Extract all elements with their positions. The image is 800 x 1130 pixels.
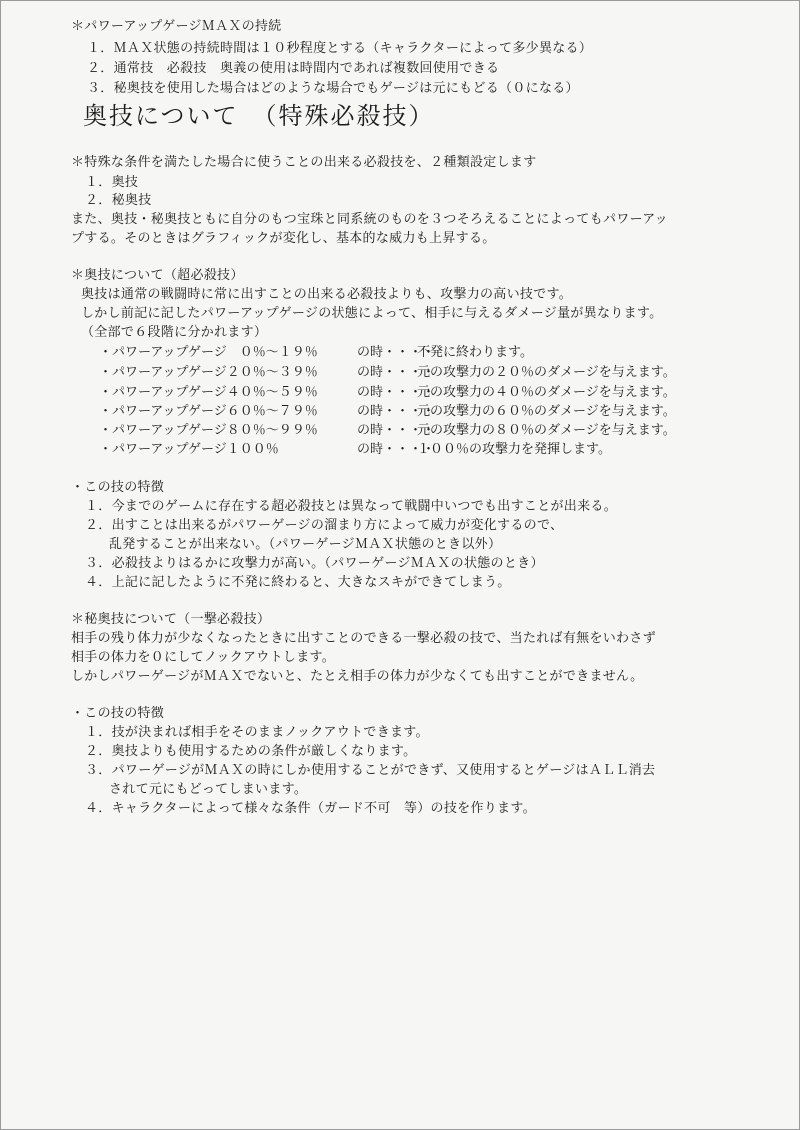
gauge-range: ・パワーアップゲージ４０％～５９％ — [99, 385, 318, 400]
paragraph-line: 相手の体力を０にしてノックアウトします。 — [71, 650, 336, 665]
when-label: の時・・・・ — [357, 345, 436, 360]
list-item: ２．通常技 必殺技 奥義の使用は時間内であれば複数回使用できる — [87, 61, 500, 76]
section-heading-features: ・この技の特徴 — [71, 480, 165, 495]
when-label: の時・・・・ — [357, 385, 436, 400]
list-item: ２．秘奥技 — [85, 193, 152, 208]
list-item: ２．出すことは出来るがパワーゲージの溜まり方によって威力が変化するので、 — [85, 518, 564, 533]
when-label: の時・・・・ — [357, 365, 436, 380]
paragraph-line: また、奥技・秘奥技ともに自分のもつ宝珠と同系統のものを３つそろえることによってもパワーアッ — [71, 212, 668, 227]
when-label: の時・・・・ — [357, 442, 436, 457]
when-label: の時・・・・ — [357, 404, 436, 419]
gauge-range: ・パワーアップゲージ８０％～９９％ — [99, 423, 318, 438]
effect-text: 元の攻撃力の６０％のダメージを与えます。 — [417, 404, 676, 419]
list-item: ３．必殺技よりはるかに攻撃力が高い。（パワーゲージＭＡＸの状態のとき） — [85, 556, 544, 571]
list-item-continuation: 乱発することが出来ない。（パワーゲージＭＡＸ状態のとき以外） — [109, 537, 502, 552]
gauge-range: ・パワーアップゲージ６０％～７９％ — [99, 404, 318, 419]
section-heading-max: ＊パワーアップゲージＭＡＸの持続 — [71, 19, 282, 34]
effect-text: 元の攻撃力の８０％のダメージを与えます。 — [417, 423, 676, 438]
section-heading-intro: ＊特殊な条件を満たした場合に使うことの出来る必殺技を、２種類設定します — [71, 155, 537, 170]
paragraph-line: しかしパワーゲージがＭＡＸでないと、たとえ相手の体力が少なくても出すことができません。 — [71, 669, 644, 684]
section-heading-ougi: ＊奥技について（超必殺技） — [71, 268, 244, 283]
list-item: ３．パワーゲージがＭＡＸの時にしか使用することができず、又使用するとゲージはＡＬＬ消去 — [85, 763, 656, 778]
effect-text: 元の攻撃力の２０％のダメージを与えます。 — [417, 365, 676, 380]
list-item: １．奥技 — [85, 175, 139, 190]
when-label: の時・・・・ — [357, 423, 436, 438]
list-item: ４．キャラクターによって様々な条件（ガード不可 等）の技を作ります。 — [85, 801, 536, 816]
effect-text: 不発に終わります。 — [417, 345, 533, 360]
paragraph-line: （全部で６段階に分かれます） — [81, 325, 268, 340]
paragraph-line: 相手の残り体力が少なくなったときに出すことのできる一撃必殺の技で、当たれば有無をいわさず — [71, 631, 656, 646]
list-item-continuation: されて元にもどってしまいます。 — [109, 782, 308, 797]
effect-text: 元の攻撃力の４０％のダメージを与えます。 — [417, 385, 676, 400]
gauge-range: ・パワーアップゲージ２０％～３９％ — [99, 365, 318, 380]
effect-text: １００％の攻撃力を発揮します。 — [417, 442, 611, 457]
paragraph-line: プする。そのときはグラフィックが変化し、基本的な威力も上昇する。 — [71, 231, 496, 246]
gauge-range: ・パワーアップゲージ１００％ — [99, 442, 279, 457]
list-item: １．ＭＡＸ状態の持続時間は１０秒程度とする（キャラクターによって多少異なる） — [87, 41, 593, 56]
section-heading-hiougi: ＊秘奥技について（一撃必殺技） — [71, 612, 271, 627]
section-heading-features: ・この技の特徴 — [71, 706, 165, 721]
list-item: ４．上記に記したように不発に終わると、大きなスキができてしまう。 — [85, 575, 511, 590]
paragraph-line: しかし前記に記したパワーアップゲージの状態によって、相手に与えるダメージ量が異なります。 — [81, 306, 663, 321]
list-item: ２．奥技よりも使用するための条件が厳しくなります。 — [85, 744, 417, 759]
list-item: ３．秘奥技を使用した場合はどのような場合でもゲージは元にもどる（０になる） — [87, 81, 579, 96]
paragraph-line: 奥技は通常の戦闘時に常に出すことの出来る必殺技よりも、攻撃力の高い技です。 — [81, 287, 573, 302]
gauge-range: ・パワーアップゲージ ０％～１９％ — [99, 345, 318, 360]
page-title: 奥技について （特殊必殺技） — [83, 102, 435, 130]
list-item: １．今までのゲームに存在する超必殺技とは異なって戦闘中いつでも出すことが出来る。 — [85, 499, 618, 514]
list-item: １．技が決まれば相手をそのままノックアウトできます。 — [85, 725, 429, 740]
